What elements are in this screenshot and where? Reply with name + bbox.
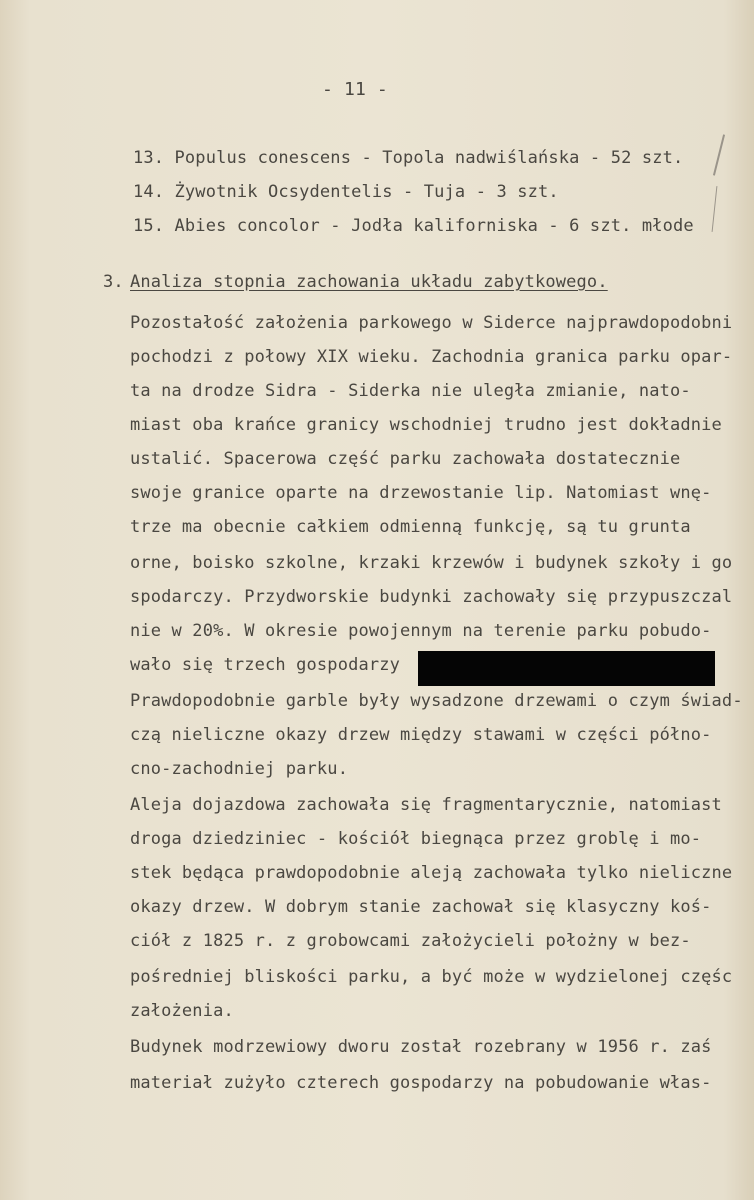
body-line: ciół z 1825 r. z grobowcami założycieli położny w bez- xyxy=(130,931,691,951)
body-line: spodarczy. Przydworskie budynki zachowały się przypuszczal xyxy=(130,587,733,607)
list-item-13: 13. Populus conescens - Topola nadwiślańska - 52 szt. xyxy=(133,148,684,168)
body-line: założenia. xyxy=(130,1001,234,1021)
body-line: droga dziedziniec - kościół biegnąca przez groblę i mo- xyxy=(130,829,702,849)
body-line: swoje granice oparte na drzewostanie lip. Natomiast wnę- xyxy=(130,483,712,503)
body-line: Budynek modrzewiowy dworu został rozebrany w 1956 r. zaś xyxy=(130,1037,712,1057)
body-line: ustalić. Spacerowa część parku zachowała dostatecznie xyxy=(130,449,681,469)
body-line: Prawdopodobnie garble były wysadzone drzewami o czym świad- xyxy=(130,691,743,711)
body-line: Aleja dojazdowa zachowała się fragmentarycznie, natomiast xyxy=(130,795,722,815)
body-line: cno-zachodniej parku. xyxy=(130,759,349,779)
body-line: okazy drzew. W dobrym stanie zachował się klasyczny koś- xyxy=(130,897,712,917)
margin-pencil-mark xyxy=(713,134,725,175)
body-line: pochodzi z połowy XIX wieku. Zachodnia granica parku opar- xyxy=(130,347,733,367)
redaction-bar xyxy=(418,651,715,686)
body-line: orne, boisko szkolne, krzaki krzewów i budynek szkoły i go xyxy=(130,553,733,573)
body-line: ta na drodze Sidra - Siderka nie uległa zmianie, nato- xyxy=(130,381,691,401)
list-item-15: 15. Abies concolor - Jodła kaliforniska - 6 szt. młode xyxy=(133,216,694,236)
body-line: materiał zużyło czterech gospodarzy na pobudowanie włas- xyxy=(130,1073,712,1093)
body-line: wało się trzech gospodarzy xyxy=(130,655,401,675)
body-line: nie w 20%. W okresie powojennym na terenie parku pobudo- xyxy=(130,621,712,641)
body-line: trze ma obecnie całkiem odmienną funkcję, są tu grunta xyxy=(130,517,691,537)
section-number: 3. xyxy=(103,272,124,292)
section-heading: Analiza stopnia zachowania układu zabytkowego. xyxy=(130,272,608,292)
body-line: Pozostałość założenia parkowego w Siderce najprawdopodobni xyxy=(130,313,733,333)
body-line: miast oba krańce granicy wschodniej trudno jest dokładnie xyxy=(130,415,722,435)
body-line: stek będąca prawdopodobnie aleją zachowała tylko nieliczne xyxy=(130,863,733,883)
list-item-14: 14. Żywotnik Ocsydentelis - Tuja - 3 szt. xyxy=(133,182,559,202)
body-line: pośredniej bliskości parku, a być może w wydzielonej częśc xyxy=(130,967,733,987)
page-number: - 11 - xyxy=(322,79,388,100)
body-line: czą nieliczne okazy drzew między stawami w części półno- xyxy=(130,725,712,745)
margin-pencil-mark xyxy=(712,186,718,232)
